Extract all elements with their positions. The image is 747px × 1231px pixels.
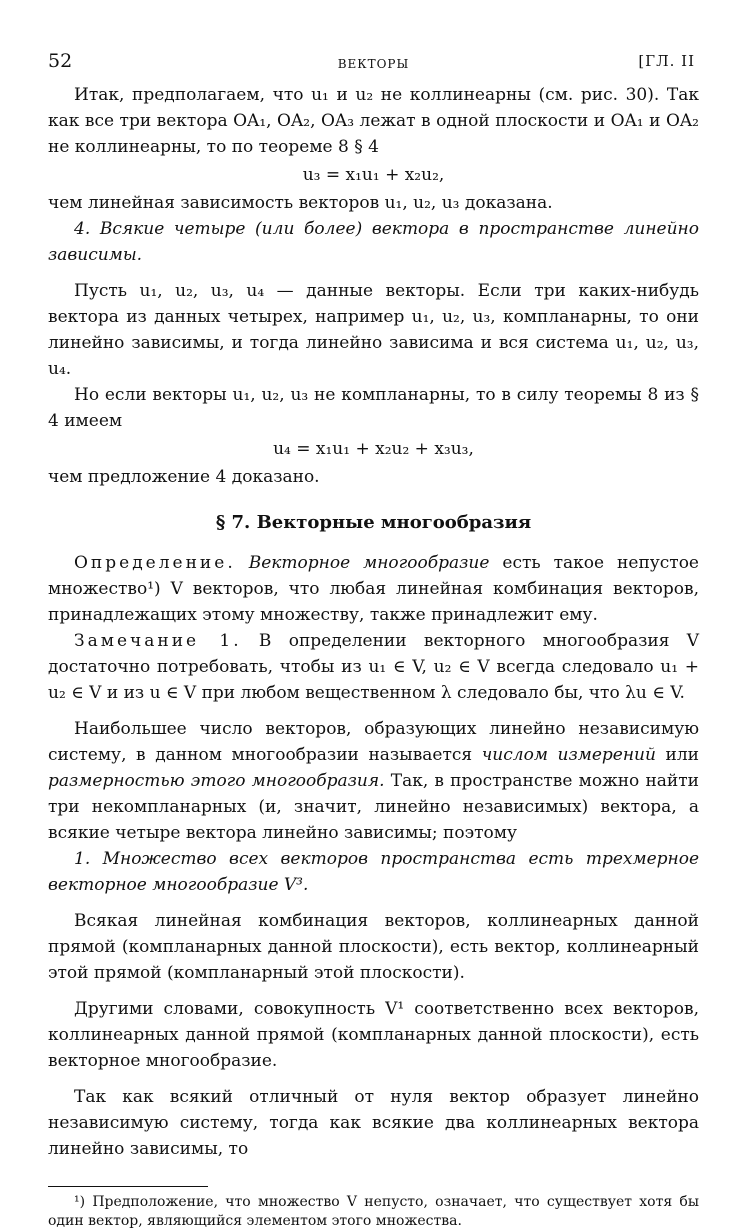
remark-label: Замечание 1. — [74, 631, 242, 651]
paragraph-dimension — [48, 716, 699, 846]
page-number: 52 — [48, 50, 73, 72]
paragraph-nonzero-vector: Так как всякий отличный от нуля вектор образует линейно независимую систему, тогда как всякие два коллинеарных вектора линейно зависимы, то — [48, 1087, 699, 1159]
remark-text: В определении векторного многообразия V достаточно потребовать, чтобы из u₁ ∈ V, u₂ ∈ V всегда следовало u₁ + u₂ ∈ V и из u ∈ V при любом вещественном λ следовало бы, что λu ∈ V. — [48, 631, 699, 703]
dimension-or: или — [665, 745, 699, 765]
paragraph-linear-combination: Всякая линейная комбинация векторов, коллинеарных данной прямой (компланарных данной плоскости), есть вектор, коллинеарный этой прямой (компланарный этой плоскости). — [48, 911, 699, 983]
section-heading: § 7. Векторные многообразия — [215, 512, 532, 533]
page-header — [48, 44, 699, 76]
paragraph-four-vectors-proof: Пусть u₁, u₂, u₃, u₄ — данные векторы. Если три каких-нибудь вектора из данных четырех, например u₁, u₂, u₃, компланарны, то они линейно зависимы, и тогда линейно зависима и вся система u₁, u₂, u₃, u₄. — [48, 281, 699, 379]
equation-u4: u₄ = x₁u₁ + x₂u₂ + x₃u₃, — [273, 439, 474, 459]
paragraph-remark — [48, 628, 699, 706]
dimension-text-start: Наибольшее число векторов, образующих линейно независимую систему, в данном многообразии называется — [48, 719, 699, 765]
paragraph-collinear-assumption: Итак, предполагаем, что u₁ и u₂ не коллинеарны (см. рис. 30). Так как все три вектора OA₁, OA₂, OA₃ лежат в одной плоскости и OA₁ и OA₂ не коллинеарны, то по теореме 8 § 4 — [48, 85, 699, 157]
definition-label: Определение. — [74, 553, 236, 573]
definition-term: Векторное многообразие — [248, 553, 490, 573]
dimension-term-1: числом измерений — [481, 745, 656, 765]
footnote-divider — [48, 1186, 208, 1187]
chapter-reference: [ГЛ. II — [638, 52, 695, 70]
paragraph-statement4-proved: чем предложение 4 доказано. — [48, 467, 320, 487]
statement-three-dimensional: 1. Множество всех векторов пространства есть трехмерное векторное многообразие V³. — [48, 849, 699, 895]
running-title: ВЕКТОРЫ — [337, 57, 410, 71]
paragraph-other-words: Другими словами, совокупность V¹ соответственно всех векторов, коллинеарных данной прямой (компланарных данной плоскости), есть векторное многообразие. — [48, 999, 699, 1071]
dimension-term-2: размерностью этого многообразия. — [48, 771, 385, 791]
statement-four-vectors: 4. Всякие четыре (или более) вектора в пространстве линейно зависимы. — [48, 219, 699, 265]
paragraph-dependence-proved: чем линейная зависимость векторов u₁, u₂, u₃ доказана. — [48, 193, 553, 213]
dimension-text-end: Так, в пространстве можно найти три некомпланарных (и, значит, линейно независимых) вектора, а всякие четыре вектора линейно зависимы; поэтому — [48, 771, 699, 843]
footnote: ¹) Предположение, что множество V непусто, означает, что существует хотя бы один вектор, являющийся элементом этого множества. — [48, 1194, 699, 1229]
paragraph-definition — [48, 550, 699, 628]
paragraph-noncoplanar-case: Но если векторы u₁, u₂, u₃ не компланарны, то в силу теоремы 8 из § 4 имеем — [48, 385, 699, 431]
definition-text: есть такое непустое множество¹) V векторов, что любая линейная комбинация векторов, принадлежащих этому множеству, также принадлежит ему. — [48, 553, 699, 625]
equation-u3: u₃ = x₁u₁ + x₂u₂, — [302, 165, 445, 185]
